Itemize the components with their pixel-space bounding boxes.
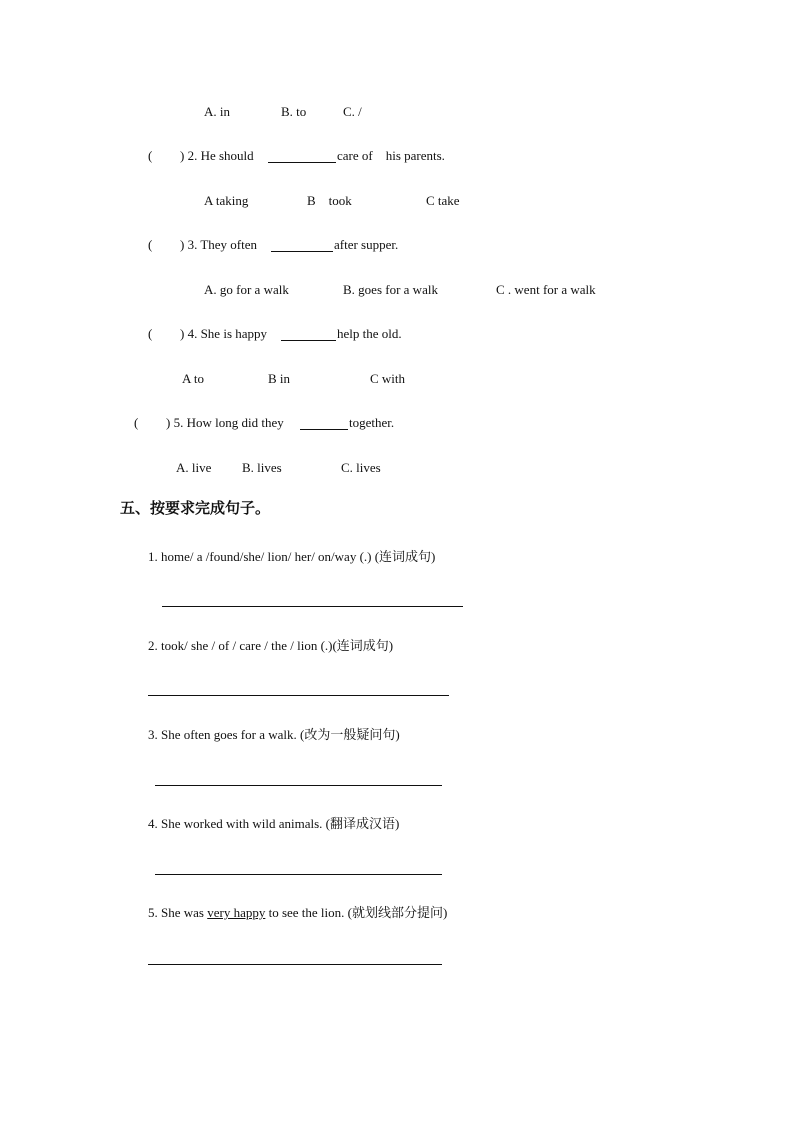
q5-option-a: A. live [176,460,212,475]
q3-option-c: C . went for a walk [496,282,596,297]
q2-blank[interactable] [268,162,336,163]
sentence-task-1: 1. home/ a /found/she/ lion/ her/ on/way (.) (连词成句) [148,549,436,564]
q2-option-a: A taking [204,193,249,208]
q2-stem-end: care of his parents. [337,148,445,163]
q1-option-b: B. to [281,104,307,119]
q4-option-a: A to [182,371,205,386]
q5-blank[interactable] [300,429,348,430]
q3-paren-open: ( [148,237,153,252]
q5-paren-open: ( [134,415,139,430]
answer-line-3[interactable] [155,785,442,786]
q1-option-c: C. / [343,104,362,119]
q5-stem: ) 5. How long did they [166,415,284,430]
q4-stem-end: help the old. [337,326,402,341]
q3-stem: ) 3. They often [180,237,258,252]
q2-paren-open: ( [148,148,153,163]
q4-option-b: B in [268,371,291,386]
q2-stem: ) 2. He should [180,148,254,163]
q3-blank[interactable] [271,251,333,252]
answer-line-4[interactable] [155,874,442,875]
q5-option-b: B. lives [242,460,282,475]
q2-option-b: B took [307,193,352,208]
q2-option-c: C take [426,193,460,208]
q3-option-a: A. go for a walk [204,282,289,297]
q3-option-b: B. goes for a walk [343,282,438,297]
sentence-task-5-post: to see the lion. (就划线部分提问) [265,905,448,920]
section-5-heading: 五、按要求完成句子。 [120,499,271,517]
sentence-task-3: 3. She often goes for a walk. (改为一般疑问句) [148,727,400,742]
q4-stem: ) 4. She is happy [180,326,268,341]
q4-blank[interactable] [281,340,336,341]
sentence-task-4: 4. She worked with wild animals. (翻译成汉语) [148,816,400,831]
sentence-task-5-pre: 5. She was [148,905,208,920]
answer-line-2[interactable] [148,695,449,696]
sentence-task-5 [148,905,447,921]
sentence-task-5-underlined: very happy [207,905,266,920]
answer-line-1[interactable] [162,606,463,607]
q5-option-c: C. lives [341,460,381,475]
answer-line-5[interactable] [148,964,442,965]
q1-option-a: A. in [204,104,230,119]
q4-option-c: C with [370,371,406,386]
q3-stem-end: after supper. [334,237,399,252]
q5-stem-end: together. [349,415,395,430]
sentence-task-2: 2. took/ she / of / care / the / lion (.)(连词成句) [148,638,394,653]
q4-paren-open: ( [148,326,153,341]
